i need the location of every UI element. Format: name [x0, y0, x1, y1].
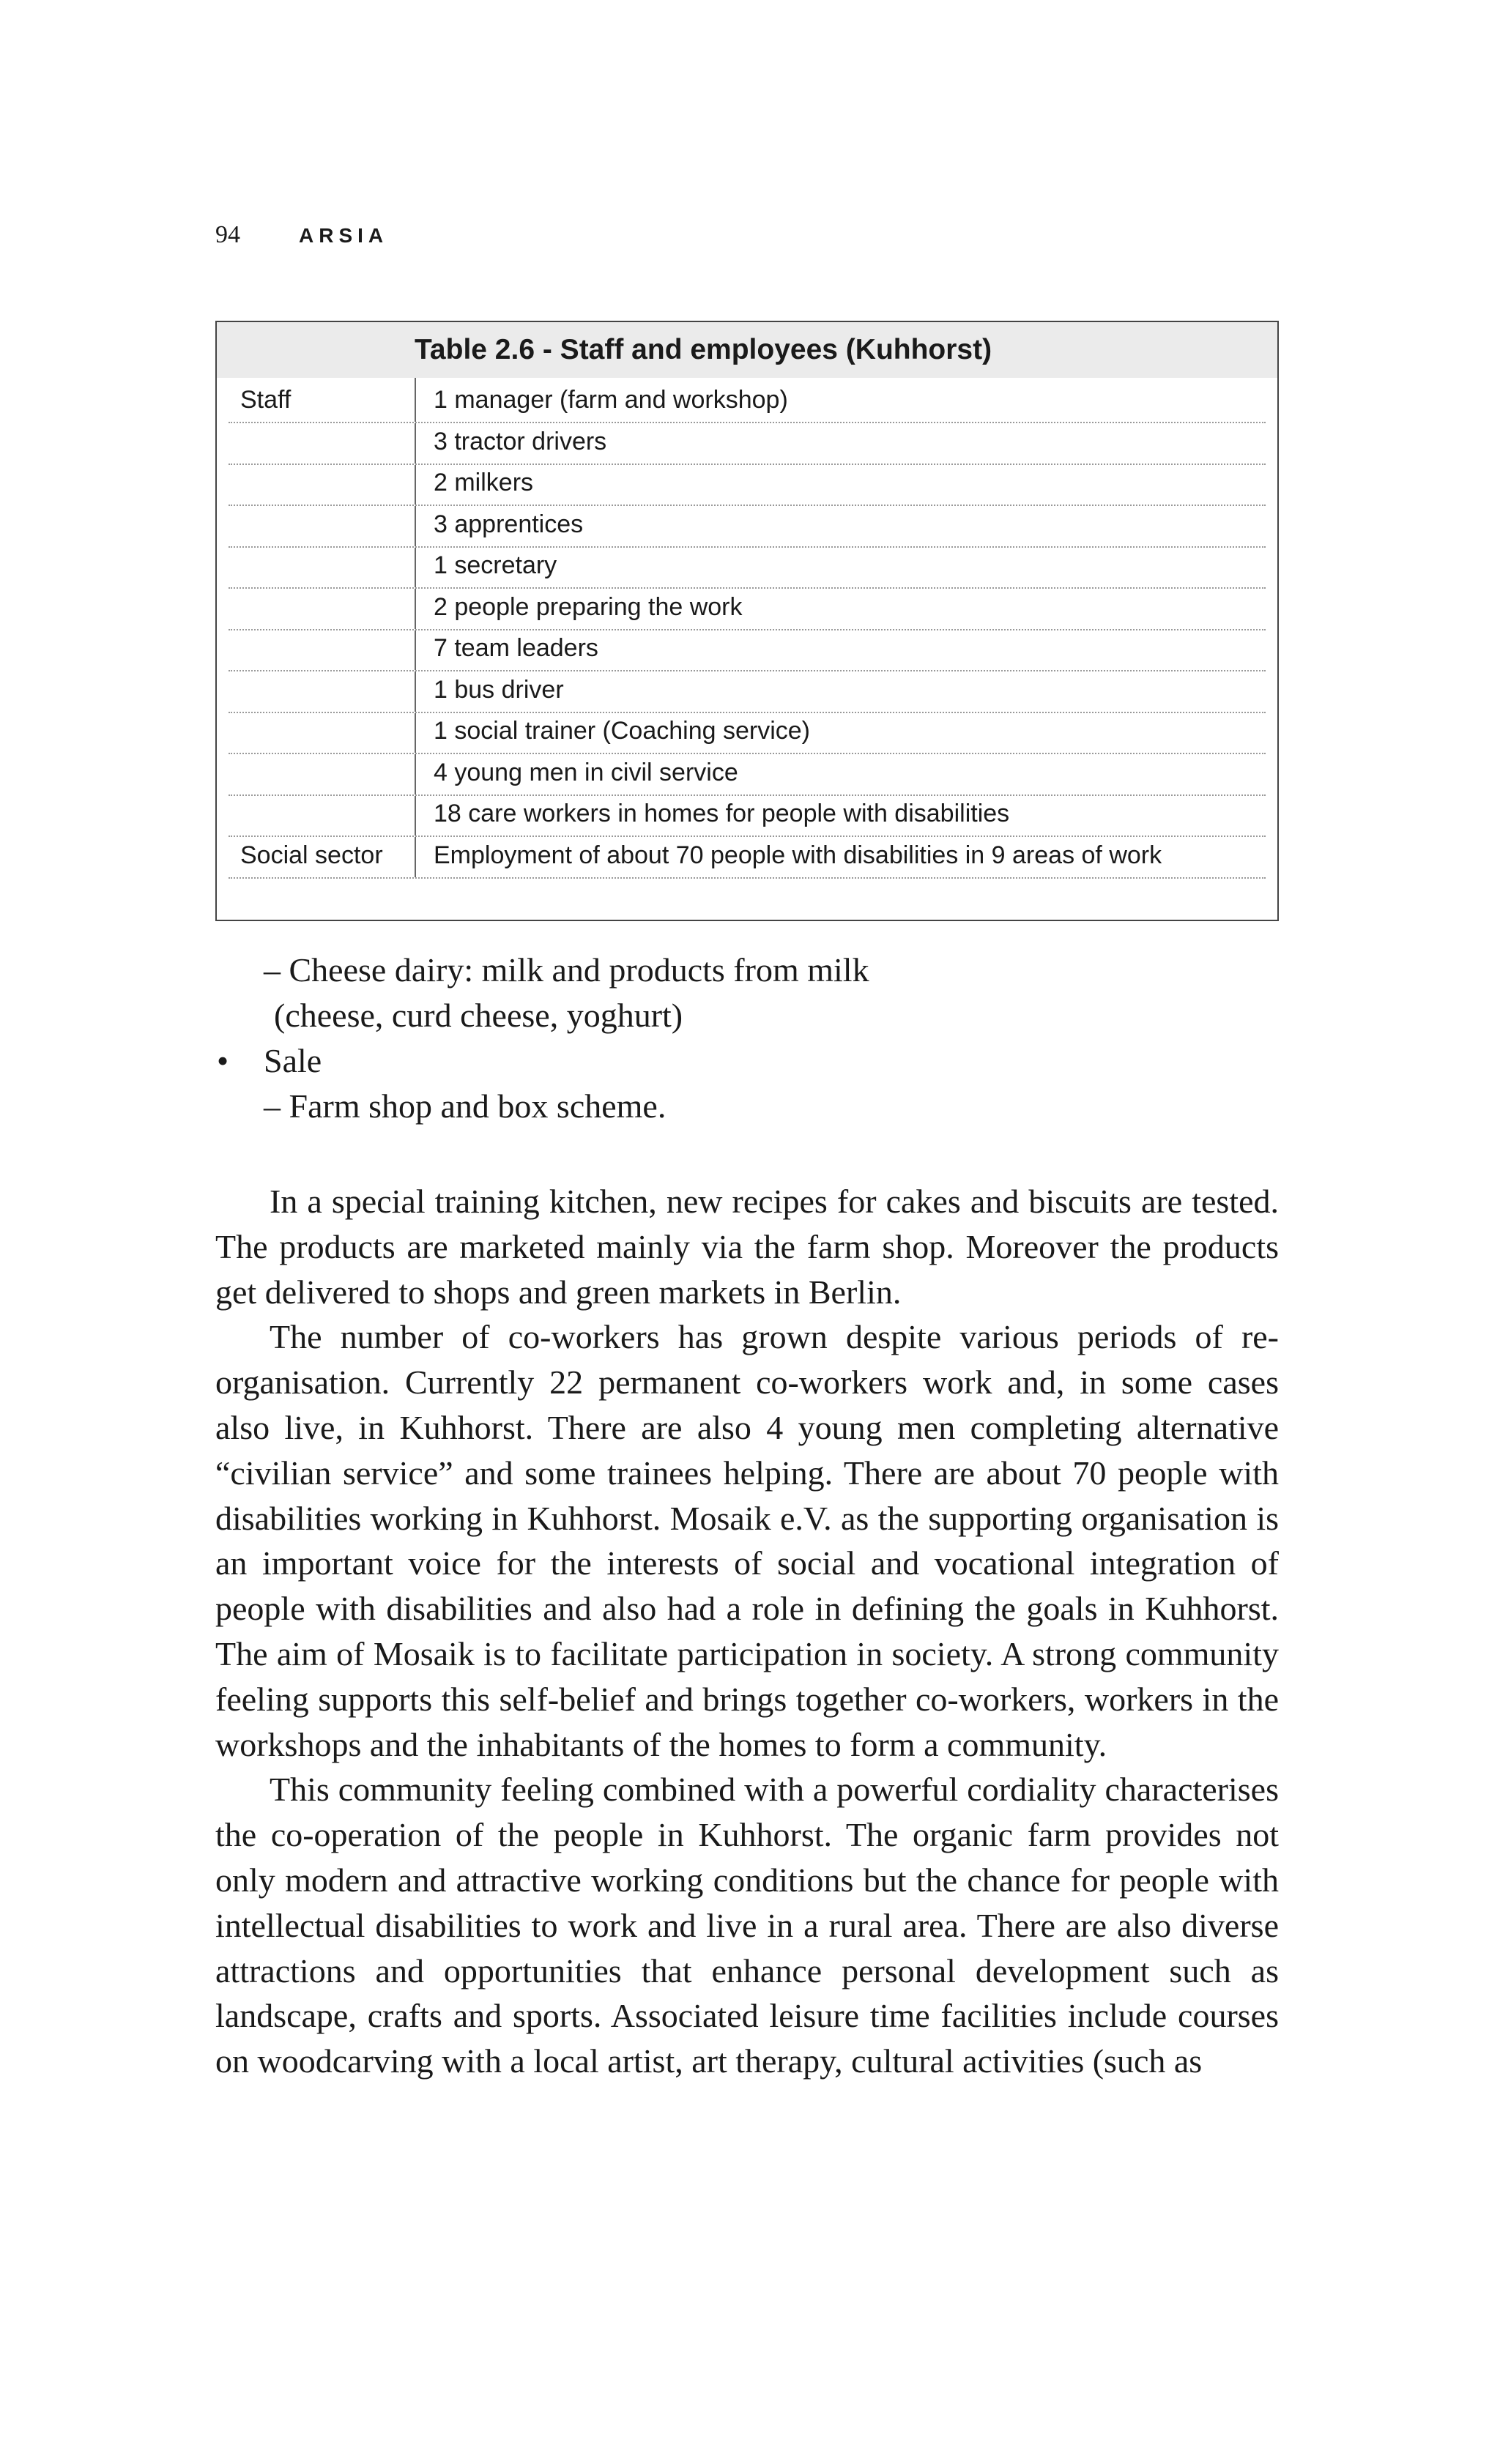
list-item: – Farm shop and box scheme.: [264, 1087, 667, 1125]
row-label: [229, 423, 415, 464]
body-text: [215, 1179, 1279, 2084]
table-row: [229, 754, 1266, 796]
row-label: [229, 796, 415, 836]
table-row: [229, 378, 1266, 423]
row-label: [229, 713, 415, 753]
bullet-item-label: Sale: [264, 1042, 322, 1079]
bullet-item: [215, 1038, 1285, 1084]
row-label: Social sector: [240, 841, 383, 869]
row-value: 2 people preparing the work: [415, 589, 1266, 629]
row-value: 1 bus driver: [415, 671, 1266, 712]
row-label: [229, 465, 415, 505]
activity-list: [215, 948, 1285, 1129]
running-head: ARSIA: [299, 224, 389, 247]
table-body: [217, 378, 1277, 879]
row-value: 7 team leaders: [415, 630, 1266, 671]
row-label: [229, 589, 415, 629]
row-label: Staff: [240, 386, 292, 414]
row-value: 1 social trainer (Coaching service): [415, 713, 1266, 753]
row-label: [229, 671, 415, 712]
row-label: [229, 630, 415, 671]
staff-table: [215, 321, 1279, 921]
table-row: [229, 671, 1266, 713]
page-number: 94: [215, 221, 240, 248]
table-row: [229, 796, 1266, 838]
table-caption: Table 2.6 - Staff and employees (Kuhhorst): [217, 322, 1277, 378]
paragraph: The number of co-workers has grown despite various periods of re-organisation. Currently 22 permanent co-workers work and, in some cases also live, in Kuhhorst. There are also 4 young men completing alternative “civilian service” and some trainees helping. There are about 70 people with disabilities working in Kuhhorst. Mosaik e.V. as the supporting organisation is an important voice for the interests of social and vocational integration of people with disabilities and also had a role in defining the goals in Kuhhorst. The aim of Mosaik is to facilitate participation in society. A strong community feeling supports this self-belief and brings together co-workers, workers in the workshops and the inhabitants of the homes to form a community.: [215, 1318, 1279, 1763]
row-value: 1 manager (farm and workshop): [415, 378, 1266, 422]
row-label: [229, 506, 415, 546]
row-value: 4 young men in civil service: [415, 754, 1266, 794]
paragraph: This community feeling combined with a powerful cordiality characterises the co-operation of the people in Kuhhorst. The organic farm provides not only modern and attractive working conditions but the chance for people with intellectual disabilities to work and live in a rural area. There are also diverse attractions and opportunities that enhance personal development such as landscape, crafts and sports. Associated leisure time facilities include courses on woodcarving with a local artist, art therapy, cultural activities (such as: [215, 1771, 1279, 2080]
row-value: 18 care workers in homes for people with disabilities: [415, 796, 1266, 836]
table-row: [229, 713, 1266, 755]
row-value: 2 milkers: [415, 465, 1266, 505]
page-header: [215, 221, 388, 258]
table-row: [229, 548, 1266, 589]
table-row: [229, 506, 1266, 548]
row-label: [229, 548, 415, 588]
table-row: [229, 589, 1266, 630]
row-value: 3 tractor drivers: [415, 423, 1266, 464]
row-value: 1 secretary: [415, 548, 1266, 588]
bullet-icon: •: [217, 1042, 229, 1079]
table-row: [229, 423, 1266, 465]
paragraph: In a special training kitchen, new recipes for cakes and biscuits are tested. The products are marketed mainly via the farm shop. Moreover the products get delivered to shops and green markets in Berlin.: [215, 1183, 1279, 1311]
table-row: [229, 837, 1266, 879]
row-value: Employment of about 70 people with disabilities in 9 areas of work: [415, 837, 1266, 877]
table-row: [229, 465, 1266, 507]
row-value: 3 apprentices: [415, 506, 1266, 546]
table-row: [229, 630, 1266, 672]
row-label: [229, 754, 415, 794]
list-item-continuation: (cheese, curd cheese, yoghurt): [274, 997, 683, 1034]
list-item: – Cheese dairy: milk and products from milk: [264, 951, 869, 989]
